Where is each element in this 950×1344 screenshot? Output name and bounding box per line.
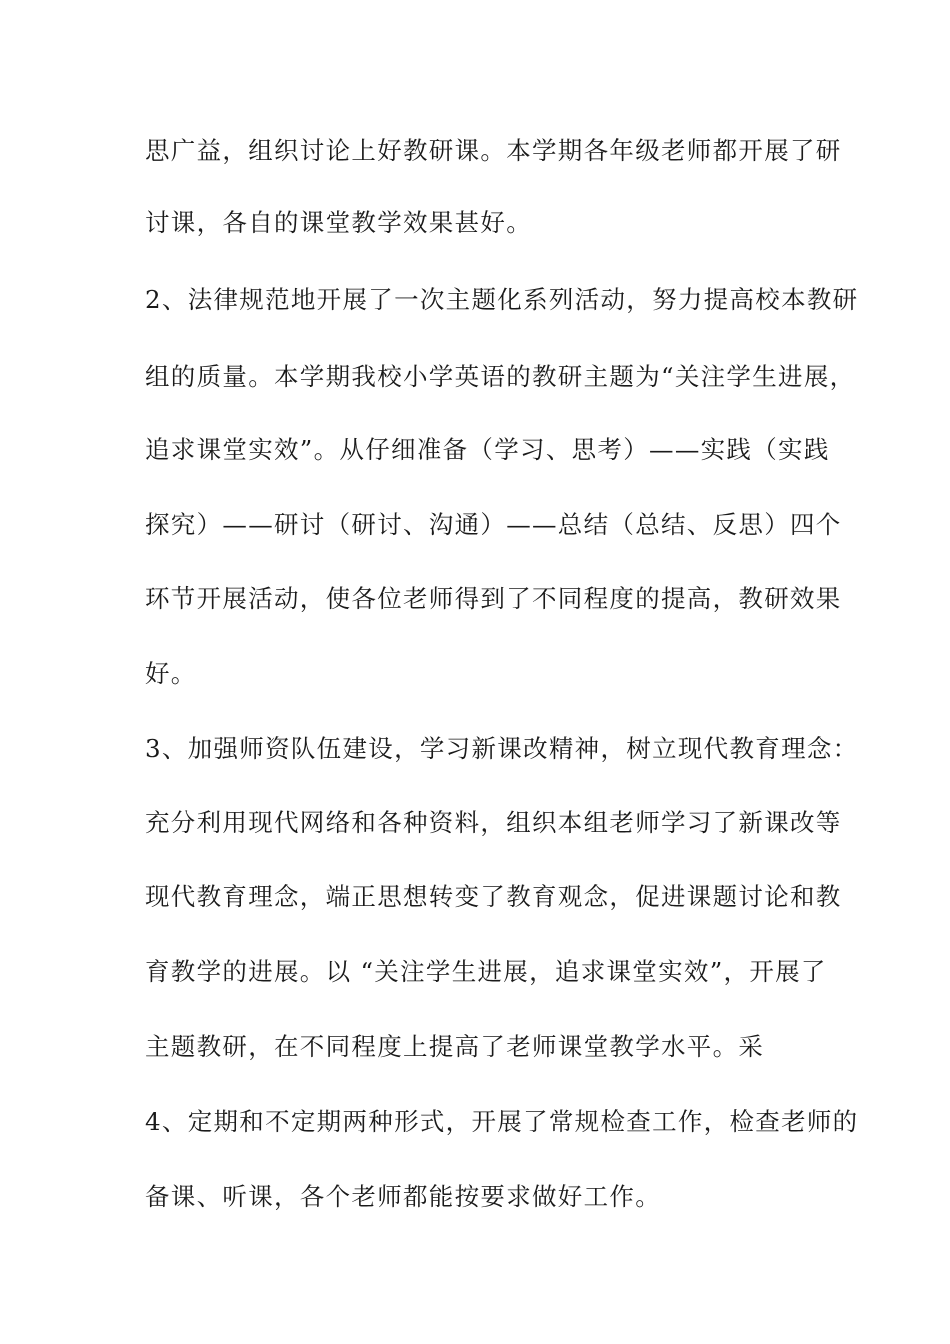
text-line: 育教学的进展。以 “关注学生进展，追求课堂实效”，开展了 [145,957,827,986]
text-line: 环节开展活动，使各位老师得到了不同程度的提高，教研效果 [145,584,842,613]
text-line: 2、法律规范地开展了一次主题化系列活动，努力提高校本教研 [145,285,859,314]
text-line: 讨课，各自的课堂教学效果甚好。 [145,208,532,237]
text-line: 追求课堂实效”。从仔细准备（学习、思考）——实践（实践 [145,435,830,464]
text-line: 组的质量。本学期我校小学英语的教研主题为“关注学生进展， [145,362,856,391]
text-line: 主题教研，在不同程度上提高了老师课堂教学水平。采 [145,1032,765,1061]
text-line: 现代教育理念，端正思想转变了教育观念，促进课题讨论和教 [145,882,842,911]
text-line: 探究）——研讨（研讨、沟通）——总结（总结、反思）四个 [145,510,842,539]
text-line: 4、定期和不定期两种形式，开展了常规检查工作，检查老师的 [145,1107,859,1136]
text-line: 充分利用现代网络和各种资料，组织本组老师学习了新课改等 [145,808,842,837]
text-line: 好。 [145,659,197,688]
text-line: 备课、听课，各个老师都能按要求做好工作。 [145,1182,661,1211]
text-line: 思广益，组织讨论上好教研课。本学期各年级老师都开展了研 [145,136,842,165]
text-line: 3、加强师资队伍建设，学习新课改精神，树立现代教育理念： [145,734,859,763]
